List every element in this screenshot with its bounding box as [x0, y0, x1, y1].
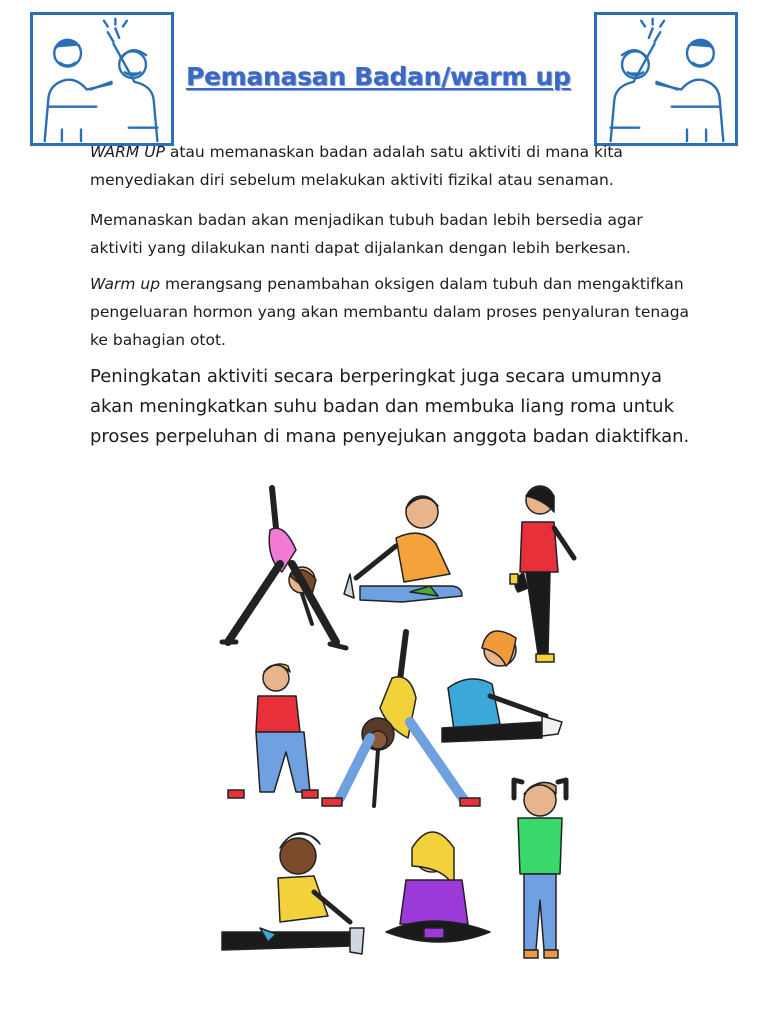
- high-five-icon: [594, 12, 738, 146]
- paragraph-text: Peningkatan aktiviti secara berperingkat juga secara umumnya akan meningkatkan suhu badan dan membuka liang roma untuk proses perpeluhan di mana penyejukan anggota badan diaktifkan.: [90, 366, 690, 447]
- page-title: Pemanasan Badan/warm up: [186, 62, 571, 91]
- paragraph-4: [90, 362, 700, 452]
- paragraph-3: [90, 270, 690, 354]
- kid-standing-green: [514, 780, 566, 958]
- kid-triangle-pink: [222, 488, 346, 648]
- paragraph-text: atau memanaskan badan adalah satu aktiviti di mana kita menyediakan diri sebelum melakukan aktiviti fizikal atau senaman.: [90, 143, 623, 189]
- kid-butterfly-purple: [386, 832, 490, 942]
- paragraph-lead: Warm up: [90, 275, 161, 293]
- paragraph-2: [90, 206, 690, 262]
- paragraph-text: merangsang penambahan oksigen dalam tubuh dan mengaktifkan pengeluaran hormon yang akan membantu dalam proses penyaluran tenaga ke bahagian otot.: [90, 275, 690, 349]
- children-stretching-illustration: [210, 482, 600, 972]
- kid-sitting-orange: [344, 496, 462, 602]
- kid-hands-hips-red: [228, 664, 318, 798]
- high-five-icon: [30, 12, 174, 146]
- kid-standing-red: [510, 486, 574, 662]
- paragraph-1: [90, 138, 690, 194]
- paragraph-lead: WARM UP: [90, 143, 165, 161]
- paragraph-text: Memanaskan badan akan menjadikan tubuh badan lebih bersedia agar aktiviti yang dilakukan nanti dapat dijalankan dengan lebih berkesan.: [90, 211, 643, 257]
- kid-seated-yellow: [222, 833, 364, 954]
